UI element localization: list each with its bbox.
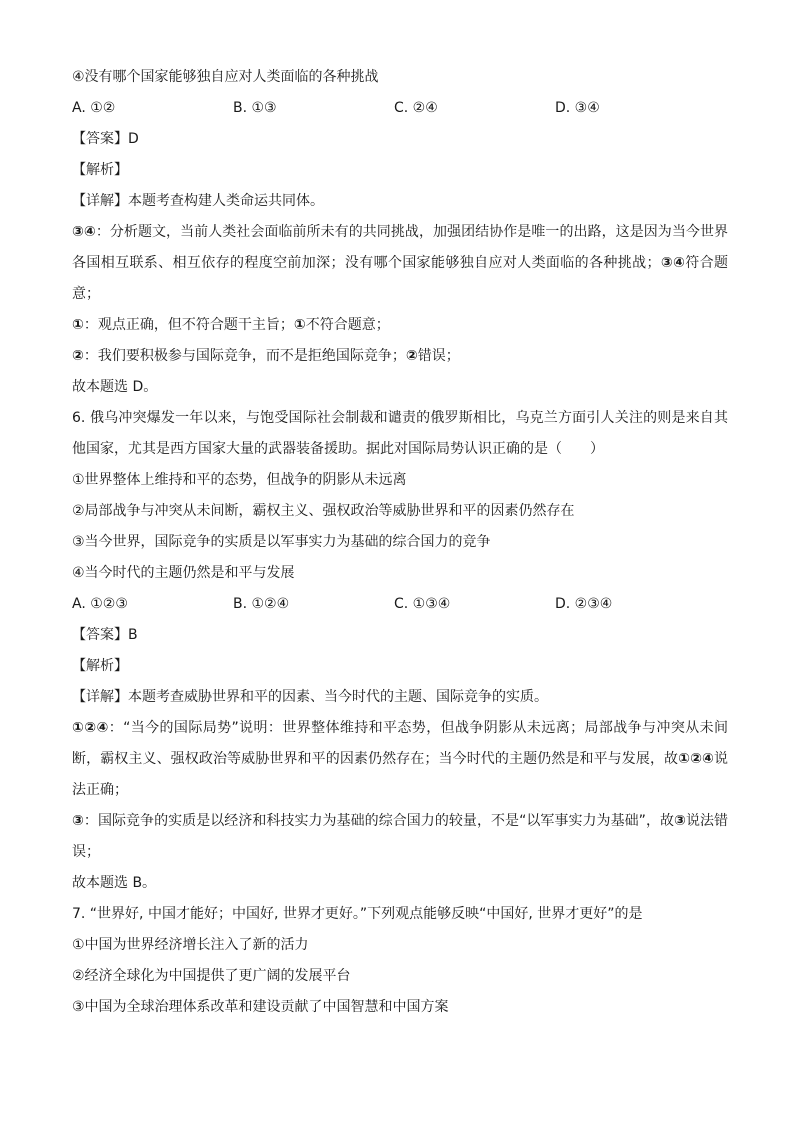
- answer-value: D: [128, 131, 139, 147]
- answer-label: 【答案】: [72, 627, 128, 643]
- q6-explanation-1: [72, 713, 728, 806]
- q5-conclusion: 故本题选 D。: [72, 379, 158, 395]
- q7-item-3: ③中国为全球治理体系改革和建设贡献了中国智慧和中国方案: [72, 999, 449, 1015]
- option-mark: ③: [72, 813, 84, 829]
- q6-answer: [72, 620, 728, 651]
- option-mark: ①②④: [72, 720, 109, 736]
- q7-item-2: ②经济全球化为中国提供了更广阔的发展平台: [72, 968, 351, 984]
- explanation-end: 不符合题意；: [305, 317, 390, 333]
- q6-conclusion: 故本题选 B。: [72, 875, 157, 891]
- q5-option-a: A. ①②: [72, 100, 116, 116]
- option-mark: ①: [293, 317, 306, 333]
- option-mark: ③: [674, 813, 686, 829]
- q7-stem: 7. “世界好, 中国才能好；中国好, 世界才更好。”下列观点能够反映“中国好, 世界才更好”的是: [72, 906, 643, 922]
- option-mark: ①: [72, 317, 84, 333]
- q5-detail: [72, 186, 728, 217]
- document-page: [72, 62, 728, 1023]
- q5-analysis-label: 【解析】: [72, 162, 128, 178]
- q5-options: [72, 93, 728, 124]
- q6-stem: 6. 俄乌冲突爆发一年以来，与饱受国际社会制裁和谴责的俄罗斯相比，乌克兰方面引人关注的则是来自其他国家，尤其是西方国家大量的武器装备援助。据此对国际局势认识正确的是（ ）: [72, 410, 728, 457]
- answer-value: B: [128, 627, 138, 643]
- q5-explanation-1: [72, 217, 728, 310]
- explanation-text: ：分析题文，当前人类社会面临前所未有的共同挑战，加强团结协作是唯一的出路，这是因为当今世界各国相互联系、相互依存的程度空前加深；没有哪个国家能够独自应对人类面临的各种挑战；: [72, 224, 728, 271]
- answer-label: 【答案】: [72, 131, 128, 147]
- detail-label: 【详解】: [72, 689, 128, 705]
- q6-options: [72, 589, 728, 620]
- option-mark: ②: [405, 348, 418, 364]
- q6-item-3: ③当今世界，国际竞争的实质是以军事实力为基础的综合国力的竞争: [72, 534, 491, 550]
- explanation-end: 说法正确；: [72, 751, 729, 798]
- option-mark: ③④: [72, 224, 96, 240]
- explanation-text: ：我们要积极参与国际竞争，而不是拒绝国际竞争；: [83, 348, 406, 364]
- q5-explanation-3: [72, 341, 728, 372]
- explanation-end: 说法错误；: [72, 813, 729, 860]
- detail-label: 【详解】: [72, 193, 128, 209]
- q6-analysis-label: 【解析】: [72, 658, 128, 674]
- q5-answer: [72, 124, 728, 155]
- option-mark: ②: [72, 348, 84, 364]
- q6-option-d: D. ②③④: [555, 596, 613, 612]
- q7-item-1: ①中国为世界经济增长注入了新的活力: [72, 937, 309, 953]
- explanation-end: 符合题意；: [72, 255, 729, 302]
- q5-option-d: D. ③④: [555, 100, 600, 116]
- q6-option-c: C. ①③④: [394, 596, 451, 612]
- q6-option-a: A. ①②③: [72, 596, 128, 612]
- q6-item-4: ④当今时代的主题仍然是和平与发展: [72, 565, 295, 581]
- q6-option-b: B. ①②④: [233, 596, 290, 612]
- detail-text: 本题考查构建人类命运共同体。: [128, 193, 324, 209]
- explanation-text: ：观点正确，但不符合题干主旨；: [83, 317, 294, 333]
- q6-item-2: ②局部战争与冲突从未间断，霸权主义、强权政治等威胁世界和平的因素仍然存在: [72, 503, 575, 519]
- q5-option-b: B. ①③: [233, 100, 277, 116]
- q6-item-1: ①世界整体上维持和平的态势，但战争的阴影从未远离: [72, 472, 407, 488]
- explanation-end: 错误；: [417, 348, 460, 364]
- detail-text: 本题考查威胁世界和平的因素、当今时代的主题、国际竞争的实质。: [128, 689, 548, 705]
- q5-explanation-2: [72, 310, 728, 341]
- q6-explanation-2: [72, 806, 728, 868]
- q5-item-4: ④没有哪个国家能够独自应对人类面临的各种挑战: [72, 69, 379, 85]
- q6-detail: [72, 682, 728, 713]
- q5-option-c: C. ②④: [394, 100, 438, 116]
- explanation-text: ：“当今的国际局势”说明：世界整体维持和平态势，但战争阴影从未远离；局部战争与冲突从未间断，霸权主义、强权政治等威胁世界和平的因素仍然存在；当今时代的主题仍然是和平与发展，故: [72, 720, 728, 767]
- option-mark: ①②④: [678, 751, 715, 767]
- option-mark: ③④: [660, 255, 686, 271]
- explanation-text: ：国际竞争的实质是以经济和科技实力为基础的综合国力的较量，不是“以军事实力为基础”，故: [83, 813, 675, 829]
